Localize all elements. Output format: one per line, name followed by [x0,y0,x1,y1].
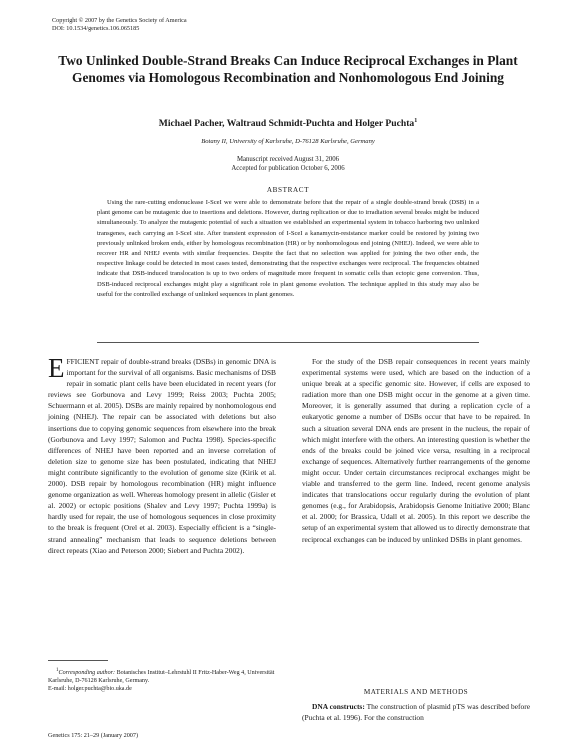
abstract-heading: ABSTRACT [266,186,310,194]
accepted-date: Accepted for publication October 6, 2006 [231,165,345,172]
intro-left-column [48,353,276,556]
methods-lead: DNA constructs: [312,702,365,711]
intro-left-text: FFICIENT repair of double-strand breaks (DSBs) in genomic DNA is important for the survival of all organisms. Basic mechanisms of DSB repair in somatic plant cells have been elucidated in recent years (for reviews see Gorbunova and Levy 1999; Reiss 2003; Puchta 2005; Schuermann et al. 2005). DSBs are mainly repaired by nonhomologous end joining (NHEJ). The repair can be associated with deletions but also insertions due to copying genomic sequences from elsewhere into the break (Gorbunova and Levy 1997; Salomon and Puchta 1998). Species-specific differences of NHEJ have been reported and an inverse correlation of deletion size to genome size has been postulated, indicating that NHEJ might contribute significantly to the evolution of genome size (Kirik et al. 2000). DSB repair by homologous recombination (HR) might influence genome organization as well. Whereas homology present in allelic (Gisler et al. 2002) or ectopic positions (Shalev and Levy 1997; Puchta 1999a) is hardly used for repair, the use of homologous sequences in close proximity to the break is frequent (Orel et al. 2003). Especially efficient is a “single-strand annealing” mechanism that leads to sequence deletions between direct repeats (Xiao and Peterson 2000; Siebert and Puchta 2002). [48,357,276,555]
copyright-line: Copyright © 2007 by the Genetics Society of America [52,17,187,24]
footnote-divider [48,660,108,661]
journal-citation: Genetics 175: 21–29 (January 2007) [48,732,139,739]
author-names: Michael Pacher, Waltraud Schmidt-Puchta and Holger Puchta [158,118,415,130]
methods-text [302,701,530,723]
footnote-text: Botanisches Institut–Lehrstuhl II Fritz-Haber-Weg 4, Universität Karlsruhe, D-76128 Karlsruhe, Germany. [48,670,275,685]
footnote-mark: 1 [56,667,59,673]
author-list [40,118,536,129]
footnote-label: Corresponding author: [58,670,116,677]
article-title: Two Unlinked Double-Strand Breaks Can Induce Reciprocal Exchanges in Plant Genomes via Homologous Recombination and Nonhomologous End Joining [58,53,518,85]
manuscript-dates [40,155,536,173]
author-footnote-mark: 1 [414,118,418,124]
corresponding-author-footnote [48,666,276,693]
footnote-email: E-mail: holger.puchta@bio.uka.de [48,686,132,693]
intro-right-column: For the study of the DSB repair consequences in recent years mainly experimental systems were used, which are based on the induction of a unique break at a specific genomic site. However, if cells are exposed to radiation more than one DSB might occur in the genome at a given time. Moreover, it is generally assumed that during a replication cycle of a eukaryotic genome a number of DSBs occur that have to be repaired. In such a situation several DNA ends are present in the nucleus, the repair of which might interfere with the others. An interesting question is whether the ends of the breaks could be joined vice versa, resulting in a reciprocal exchange of sequences. Alternatively further rearrangements of the genome might occur. Under certain circumstances reciprocal exchanges might be viable and transferred to the germ line. Indeed, recent genome analysis indicates that translocations occur regularly during the evolution of plant genomes (e.g., for Arabidopsis, Arabidopsis Genome Initiative 2000; Blanc et al. 2000; for Brassica, Udall et al. 2005). In this report we describe the setup of an experimental system that allowed us to directly demonstrate that reciprocal exchanges can be induced by unlinked DSBs in plant genomes. [302,357,530,544]
methods-heading: MATERIALS AND METHODS [363,688,469,696]
abstract-divider [97,342,479,343]
methods-body-text: The construction of plasmid pTS was described before (Puchta et al. 1996). For the construction [302,702,530,723]
drop-cap: E [48,353,65,383]
doi-line: DOI: 10.1534/genetics.106.065185 [52,25,140,32]
received-date: Manuscript received August 31, 2006 [236,156,340,163]
affiliation: Botany II, University of Karlsruhe, D-76128 Karlsruhe, Germany [201,138,375,145]
abstract-text: Using the rare-cutting endonuclease I-SceI we were able to demonstrate before that the repair of a single double-strand break (DSB) in a plant genome can be mutagenic due to insertions and deletions. However, during replication or due to irradiation several breaks might be induced simultaneously. To analyze the mutagenic potential of such a situation we established an experimental system in tobacco harboring two unlinked transgenes, each carrying an I-SceI site. After transient expression of I-SceI a kanamycin-resistance marker could be restored by joining two previously unlinked broken ends, either by homologous recombination (HR) or by nonhomologous end joining (NHEJ). Indeed, we were able to recover HR and NHEJ events with similar frequencies. Despite the fact that no selection was applied for joining the two other ends, the respective linkage could be detected in most cases tested, demonstrating that the respective exchanges were reciprocal. The frequencies obtained indicate that DSB-induced translocation is up to two orders of magnitude more frequent in somatic cells than ectopic gene conversion. Thus, DSB-induced reciprocal exchanges might play a significant role in plant genome evolution. The technique applied in this study may also be useful for the controlled exchange of unlinked sequences in plant genomes. [97,199,479,298]
